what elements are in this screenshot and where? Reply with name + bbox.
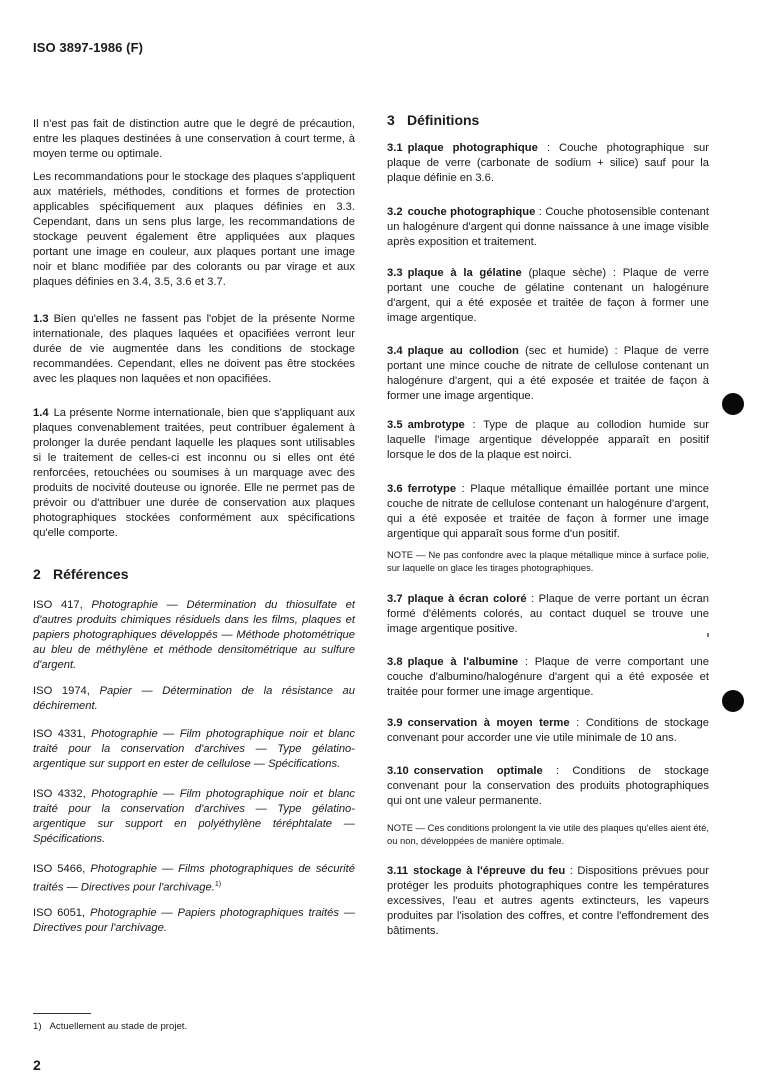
clause-number: 1.3 [33, 313, 49, 325]
reference-item [33, 598, 355, 673]
definition-3-5 [387, 418, 709, 463]
reference-item [33, 684, 355, 714]
section-title: Références [53, 566, 129, 582]
definition-term: conservation optimale [413, 765, 543, 777]
reference-title: Photographie — Papiers photographiques traités — Directives pour l'archivage. [33, 907, 356, 934]
footnote-text: Actuellement au stade de projet. [49, 1021, 188, 1032]
reference-code: ISO 417, [33, 599, 83, 611]
reference-item [33, 862, 355, 896]
definition-number: 3.6 [387, 483, 403, 495]
definition-3-4 [387, 344, 709, 404]
punch-hole [722, 690, 744, 712]
definition-text: (plaque sèche) : Plaque de verre portant une couche de gélatine contenant un halogénure d'argent, qui a été exposée et traitée de façon à former une image argentique. [387, 267, 709, 324]
definition-term: plaque à écran coloré [407, 593, 527, 605]
definition-3-10 [387, 764, 709, 809]
reference-title: Papier — Détermination de la résistance au déchirement. [33, 685, 355, 712]
definition-term: plaque à la gélatine [407, 267, 522, 279]
definition-3-2 [387, 205, 709, 250]
definition-term: ambrotype [407, 419, 465, 431]
definition-text: : Dispositions prévues pour protéger les produits photographiques contre les températures excessives, l'eau et autres agents extincteurs, les vapeurs produites par l'isolation des coffres, et contre l'effondrement des bâtiments. [387, 865, 709, 937]
reference-code: ISO 5466, [33, 863, 86, 875]
definition-term: plaque au collodion [407, 345, 519, 357]
reference-item [33, 906, 355, 936]
definition-text: : Conditions de stockage convenant pour la conservation des produits photographiques qui ont une valeur permanente. [387, 765, 710, 807]
definition-number: 3.2 [387, 206, 403, 218]
definition-3-8 [387, 655, 709, 700]
definition-number: 3.7 [387, 593, 403, 605]
definition-number: 3.3 [387, 267, 403, 279]
note-3-10: NOTE — Ces conditions prolongent la vie utile des plaques qu'elles aient été, ou non, développées de manière optimale. [387, 822, 709, 846]
reference-code: ISO 4331, [33, 728, 86, 740]
reference-code: ISO 4332, [33, 788, 86, 800]
definition-text: (sec et humide) : Plaque de verre portant une mince couche de nitrate de cellulose contenant un halogénure d'argent, qui a été exposée et traitée de façon à former une image argentique. [387, 345, 709, 402]
section-number: 3 [387, 112, 395, 128]
definition-text: : Couche photosensible contenant un halogénure d'argent qui donne naissance à une image visible après exposition et traitement. [387, 206, 709, 248]
definition-text: : Plaque de verre portant un écran formé d'éléments colorés, au contact duquel se trouve une image argentique positive. [387, 593, 709, 635]
section-3-heading [387, 112, 479, 128]
definition-term: stockage à l'épreuve du feu [413, 865, 566, 877]
definition-number: 3.8 [387, 656, 403, 668]
reference-code: ISO 1974, [33, 685, 90, 697]
definition-3-1 [387, 141, 709, 186]
footnote [33, 1021, 187, 1032]
definition-term: ferrotype [407, 483, 457, 495]
reference-item [33, 787, 355, 847]
definition-number: 3.10 [387, 765, 409, 777]
definition-text: : Plaque de verre comportant une couche d'albumino/halogénure d'argent qui a été exposée et traitée pour former une image argentique. [387, 656, 709, 698]
reference-title: Photographie — Détermination du thiosulfate et d'autres produits chimiques résiduels dans les films, plaques et papiers photographiques développés — Méthode photométrique au bleu de méthylène et méthode densitométrique au sulfure d'argent. [33, 599, 356, 671]
definition-text: : Couche photographique sur plaque de verre (carbonate de sodium + silice) sauf pour la plaque définie en 3.6. [387, 142, 709, 184]
footnote-rule [33, 1013, 91, 1014]
section-2-heading [33, 566, 129, 582]
section-title: Définitions [407, 112, 480, 128]
definition-term: conservation à moyen terme [407, 717, 570, 729]
reference-title: Photographie — Film photographique noir et blanc traité pour la conservation d'archives — Type gélatino-argentique sur support en polyéthylène téréphtalate — Spécifications. [33, 788, 355, 845]
reference-item [33, 727, 355, 772]
clause-1-4 [33, 406, 355, 541]
definition-number: 3.4 [387, 345, 403, 357]
definition-text: : Plaque métallique émaillée portant une mince couche de nitrate de cellulose contenant un halogénure d'argent, qui a été exposée et traitée de façon à former une image argentique qui apparaît sous forme d'un positif. [387, 483, 709, 540]
definition-3-7 [387, 592, 709, 637]
clause-text: Bien qu'elles ne fassent pas l'objet de la présente Norme internationale, des plaques laquées et opacifiées verront leur durée de vie augmentée dans les conditions de stockage recommandées. Cependant, elles ne doivent pas être stockées avec les plaques non laquées et non opacifiées. [33, 313, 355, 385]
document-code: ISO 3897-1986 (F) [33, 40, 144, 55]
footnote-marker: 1) [214, 881, 222, 888]
definition-text: : Conditions de stockage convenant pour accorder une vie utile minimale de 10 ans. [387, 717, 710, 744]
definition-3-3 [387, 266, 709, 326]
definition-number: 3.11 [387, 865, 409, 877]
reference-code: ISO 6051, [33, 907, 86, 919]
definition-3-11 [387, 864, 709, 939]
definition-term: couche photographique [407, 206, 536, 218]
definition-number: 3.9 [387, 717, 403, 729]
definition-number: 3.1 [387, 142, 403, 154]
punch-hole [722, 393, 744, 415]
clause-text: La présente Norme internationale, bien que s'appliquant aux plaques convenablement traitées, peut contribuer également à prolonger la durée pendant laquelle les plaques sont utilisables si le traitement de celles-ci est inconnu ou si elles ont été renforcées, retouchées ou soumises à un marquage avec des produits de nocivité douteuse ou ignorée. Elle ne permet pas de prévoir ou d'attribuer une durée de conservation aux plaques photographiques stockées conformément aux spécifications qu'elle comporte. [33, 407, 355, 539]
reference-title: Photographie — Film photographique noir et blanc traité pour la conservation d'archives — Type gélatino-argentique sur support en ester de cellulose — Spécifications. [33, 728, 355, 770]
footnote-number: 1) [33, 1021, 42, 1032]
note-3-6: NOTE — Ne pas confondre avec la plaque métallique mince à surface polie, sur laquelle on glace les tirages photographiques. [387, 549, 709, 573]
scan-mark [707, 633, 709, 637]
intro-paragraph: Il n'est pas fait de distinction autre que le degré de précaution, entre les plaques destinées à une conservation à court terme, à moyen terme ou optimale. [33, 118, 355, 160]
clause-number: 1.4 [33, 407, 49, 419]
definition-text: : Type de plaque au collodion humide sur laquelle l'image argentique développée apparaît en positif lorsque le dos de la plaque est noirci. [387, 419, 709, 461]
section-number: 2 [33, 566, 41, 582]
page-number: 2 [33, 1057, 41, 1073]
definition-term: plaque photographique [407, 142, 538, 154]
definition-term: plaque à l'albumine [407, 656, 519, 668]
definition-number: 3.5 [387, 419, 403, 431]
reference-title: Photographie — Films photographiques de sécurité traités — Directives pour l'archivage. [33, 863, 355, 894]
definition-3-6 [387, 482, 709, 542]
scope-paragraph: Les recommandations pour le stockage des plaques s'appliquent aux matériels, méthodes, conditions et formes de protection applicables spécifiquement aux plaques définies en 3.3. Cependant, dans un sens plus large, les recommandations de stockage peuvent également être appliquées aux plaques portant une image en couleur, aux plaques portant une image noir et blanc modifiée par des colorants ou par virage et aux plaques définies en 3.4, 3.5, 3.6 et 3.7. [33, 171, 355, 288]
definition-3-9 [387, 716, 709, 746]
clause-1-3 [33, 312, 355, 387]
